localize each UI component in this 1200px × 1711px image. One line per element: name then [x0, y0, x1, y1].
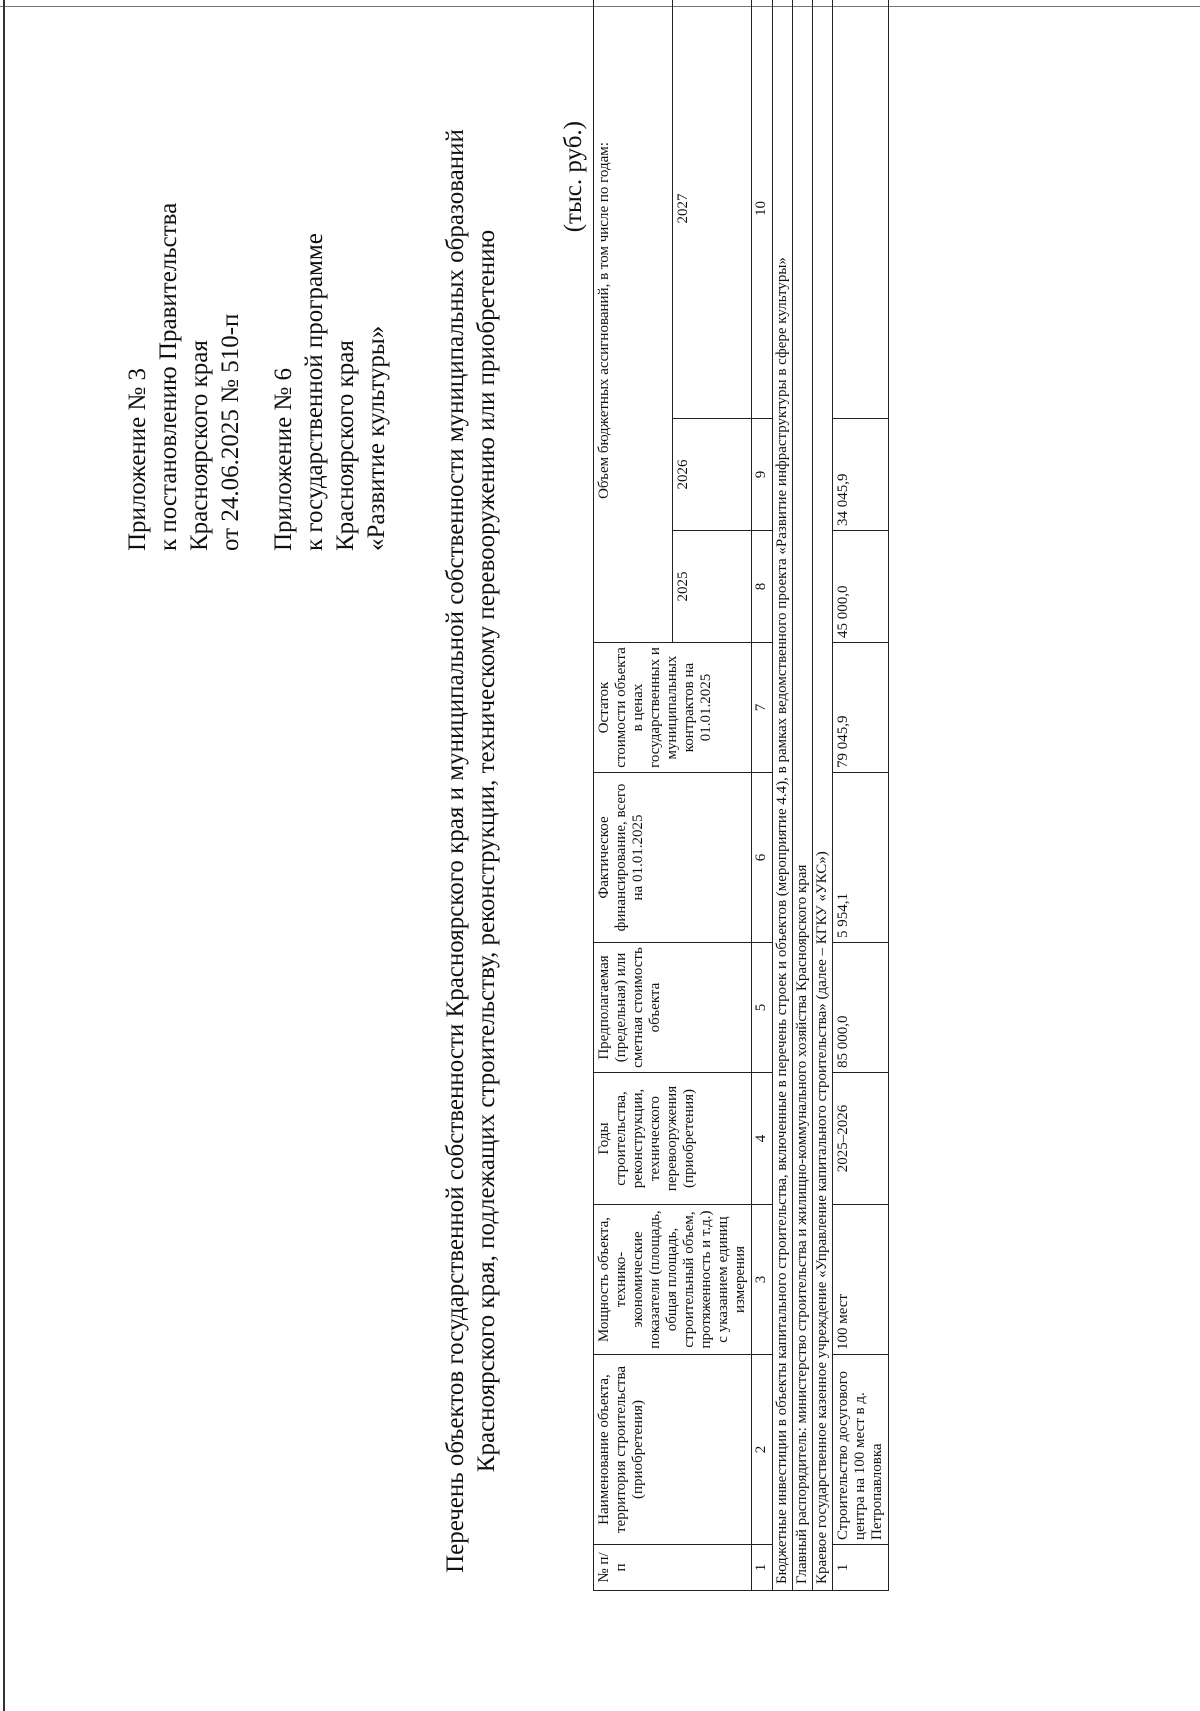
header-financed: Фактическое финансирование, всего на 01.01.2025 — [594, 773, 752, 943]
header-capacity: Мощность объекта, технико-экономические показатели (площадь, общая площадь, строительный объем, протяженность и т.д.) с указанием единиц измерения — [594, 1205, 752, 1355]
column-number-row — [752, 0, 773, 1591]
column-number: 3 — [752, 1205, 773, 1355]
cell-cost: 85 000,0 — [833, 943, 889, 1073]
cell-years: 2025–2026 — [833, 1073, 889, 1205]
section-investments: Бюджетные инвестиции в объекты капитального строительства, включенные в перечень строек и объектов (мероприятие 4.4), в рамках ведомственного проекта «Развитие инфраструктуры в сфере культуры» — [773, 0, 793, 1591]
section-institution: Краевое государственное казенное учреждение «Управление капитального строительства» (далее – КГКУ «УКС») — [813, 0, 833, 1591]
cell-num: 1 — [833, 1545, 889, 1591]
header-year-2025: 2025 — [673, 531, 752, 643]
header-remainder: Остаток стоимости объекта в ценах государственных и муниципальных контрактов на 01.01.2025 — [594, 643, 752, 773]
appendix-6-line-4: «Развитие культуры» — [363, 325, 390, 551]
column-number: 10 — [752, 0, 773, 419]
units-label: (тыс. руб.) — [560, 121, 587, 233]
header-budget-group: Объем бюджетных ассигнований, в том числе по годам: — [594, 0, 673, 643]
column-number: 5 — [752, 943, 773, 1073]
appendix-3-header — [122, 131, 246, 551]
section-row — [793, 0, 813, 1591]
column-number: 2 — [752, 1355, 773, 1545]
cell-financed: 5 954,1 — [833, 773, 889, 943]
appendix-3-line-4: от 24.06.2025 № 510-п — [217, 313, 244, 551]
cell-2026: 34 045,9 — [833, 419, 889, 531]
appendix-3-line-2: к постановлению Правительства — [155, 202, 182, 551]
section-chief-administrator: Главный распорядитель: министерство строительства и жилищно-коммунального хозяйства Красноярского края — [793, 0, 813, 1591]
appendix-6-line-3: Красноярского края — [332, 340, 359, 551]
column-number: 1 — [752, 1545, 773, 1591]
section-row — [773, 0, 793, 1591]
document-title: Перечень объектов государственной собственности Красноярского края и муниципальной собственности муниципальных образований Красноярского края, подлежащих строительству, реконструкции, техническому перевооружению или приобретению — [442, 129, 500, 1573]
header-cost: Предполагаемая (предельная) или сметная стоимость объекта — [594, 943, 752, 1073]
cell-remainder: 79 045,9 — [833, 643, 889, 773]
column-number: 9 — [752, 419, 773, 531]
appendix-6-header — [268, 131, 392, 551]
table-row — [833, 0, 889, 1591]
column-number: 4 — [752, 1073, 773, 1205]
cell-2027 — [833, 0, 889, 419]
column-number: 7 — [752, 643, 773, 773]
header-num: № п/п — [594, 1545, 752, 1591]
appendix-3-line-3: Красноярского края — [186, 340, 213, 551]
budget-table — [593, 0, 889, 1591]
header-name: Наименование объекта, территория строительства (приобретения) — [594, 1355, 752, 1545]
appendix-6-line-2: к государственной программе — [301, 233, 328, 551]
cell-capacity: 100 мест — [833, 1205, 889, 1355]
cell-name: Строительство досугового центра на 100 мест в д. Петропавловка — [833, 1355, 889, 1545]
appendix-3-line-1: Приложение № 3 — [124, 367, 151, 551]
header-row-1 — [594, 0, 673, 1591]
column-number: 6 — [752, 773, 773, 943]
header-year-2027: 2027 — [673, 0, 752, 419]
section-row — [813, 0, 833, 1591]
appendix-6-line-1: Приложение № 6 — [270, 367, 297, 551]
header-years: Годы строительства, реконструкции, технического перевооружения (приобретения) — [594, 1073, 752, 1205]
cell-2025: 45 000,0 — [833, 531, 889, 643]
column-number: 8 — [752, 531, 773, 643]
header-year-2026: 2026 — [673, 419, 752, 531]
